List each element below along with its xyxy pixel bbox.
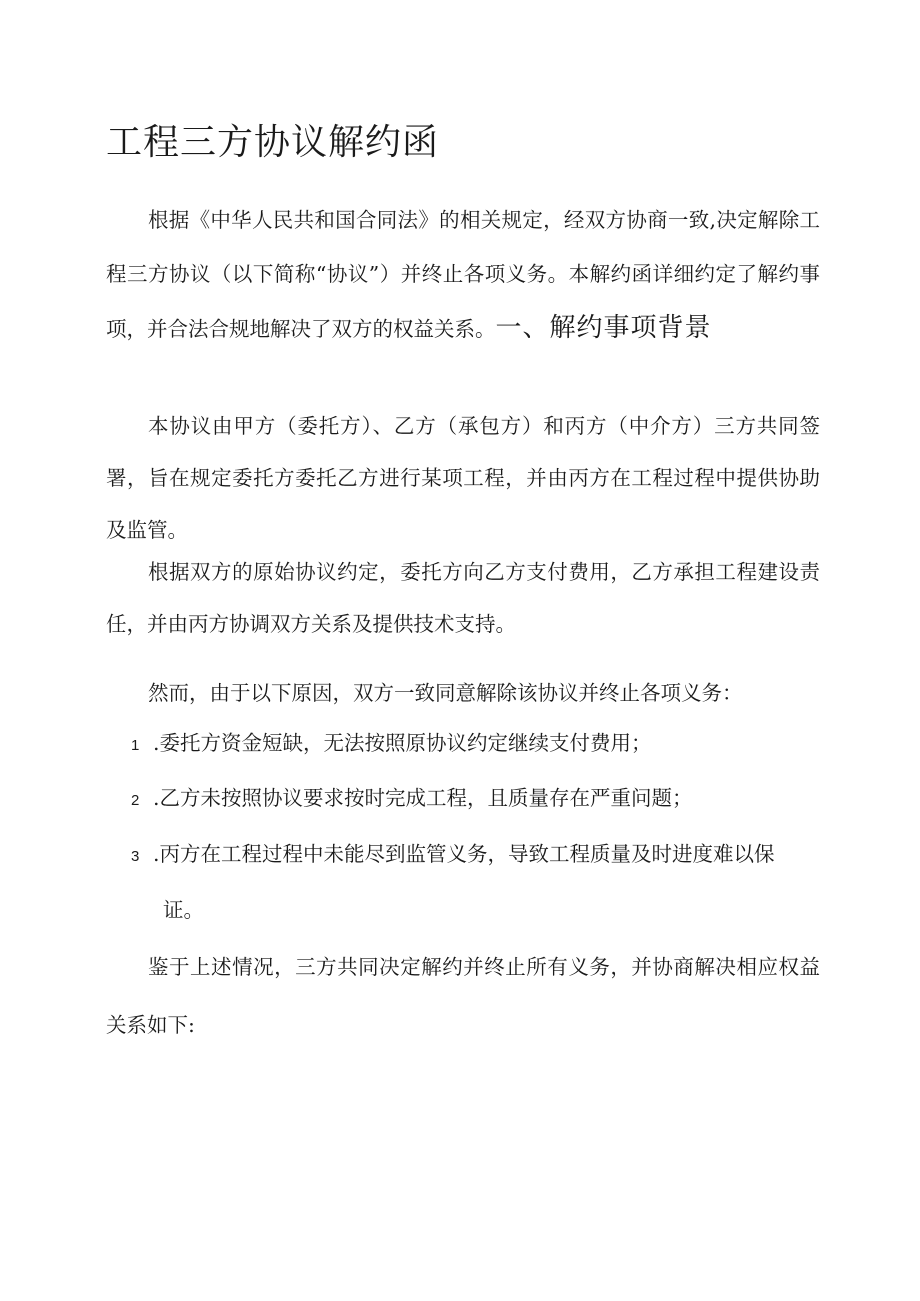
intro-paragraph bbox=[106, 193, 820, 356]
conclusion-paragraph: 鉴于上述情况，三方共同决定解约并终止所有义务，并协商解决相应权益关系如下: bbox=[106, 955, 820, 1037]
original-agreement-paragraph: 根据双方的原始协议约定，委托方向乙方支付费用，乙方承担工程建设责任，并由丙方协调双方关系及提供技术支持。 bbox=[106, 560, 820, 636]
background-paragraph: 本协议由甲方（委托方）、乙方（承包方）和丙方（中介方）三方共同签署，旨在规定委托方委托乙方进行某项工程，并由丙方在工程过程中提供协助及监管。 bbox=[106, 414, 820, 542]
list-number: 2 bbox=[131, 792, 140, 809]
list-number: 1 bbox=[131, 737, 140, 754]
list-item bbox=[131, 771, 693, 828]
list-text: .委托方资金短缺，无法按照原协议约定继续支付费用； bbox=[153, 731, 652, 755]
intro-text: 根据《中华人民共和国合同法》的相关规定，经双方协商一致,决定解除工程三方协议（以下简称“协议”）并终止各项义务。本解约函详细约定了解约事项，并合法合规地解决了双方的权益关系。 bbox=[106, 208, 820, 341]
reasons-intro-paragraph: 然而，由于以下原因，双方一致同意解除该协议并终止各项义务： bbox=[148, 681, 743, 705]
section-heading: 一、解约事项背景 bbox=[495, 313, 712, 343]
list-number: 3 bbox=[131, 848, 140, 865]
list-text: .丙方在工程过程中未能尽到监管义务，导致工程质量及时进度难以保 bbox=[153, 842, 775, 866]
list-item bbox=[131, 827, 775, 884]
document-title: 工程三方协议解约函 bbox=[106, 122, 440, 163]
list-item bbox=[131, 716, 652, 773]
list-text: .乙方未按照协议要求按时完成工程，且质量存在严重问题； bbox=[153, 786, 693, 810]
list-item-continuation: 证。 bbox=[163, 898, 204, 922]
